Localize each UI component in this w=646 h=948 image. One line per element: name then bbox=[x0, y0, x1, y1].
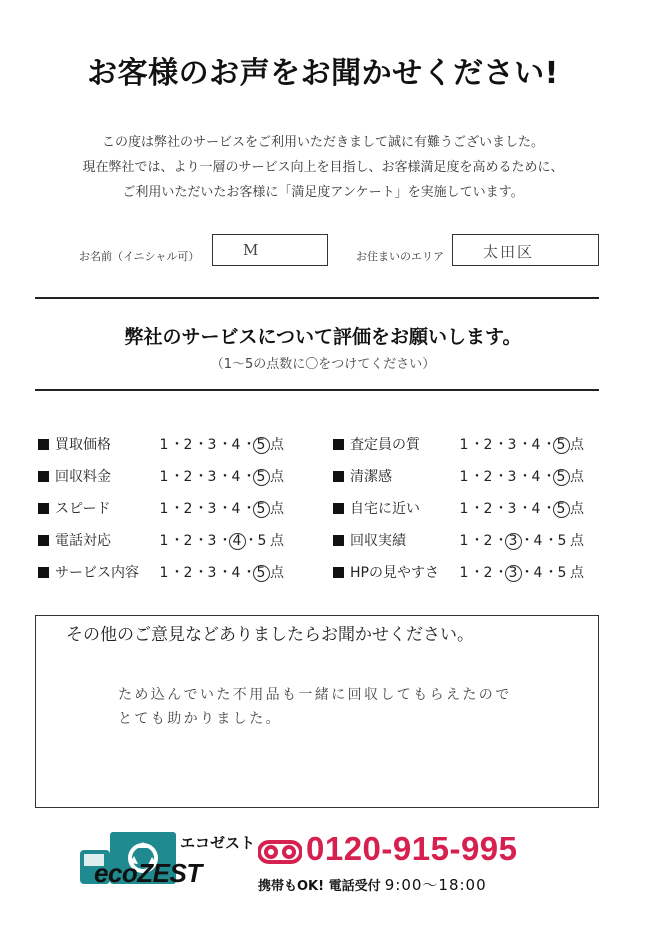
phone-number[interactable]: 0120-915-995 bbox=[306, 830, 518, 867]
name-field[interactable]: M bbox=[212, 234, 328, 266]
rating-option-5[interactable]: 5 bbox=[557, 533, 567, 549]
rating-option-2[interactable]: 2 bbox=[483, 437, 493, 453]
rating-option-2[interactable]: 2 bbox=[483, 533, 493, 549]
rating-category-label: 査定員の質 bbox=[350, 437, 420, 453]
rating-option-5[interactable]: 5 bbox=[253, 501, 270, 518]
rating-option-2[interactable]: 2 bbox=[183, 565, 193, 581]
rating-option-3[interactable]: 3 bbox=[507, 437, 517, 453]
rating-option-1[interactable]: 1 bbox=[459, 533, 469, 549]
rating-option-3[interactable]: 3 bbox=[207, 501, 217, 517]
rating-unit: 点 bbox=[570, 501, 585, 517]
rating-scale bbox=[158, 466, 284, 486]
rating-scale bbox=[458, 434, 584, 454]
rating-separator: ・ bbox=[470, 437, 485, 453]
rating-category-label: HPの見やすさ bbox=[350, 565, 439, 581]
rating-separator: ・ bbox=[218, 565, 233, 581]
rating-option-2[interactable]: 2 bbox=[183, 469, 193, 485]
rating-option-5[interactable]: 5 bbox=[253, 469, 270, 486]
rating-option-5[interactable]: 5 bbox=[557, 565, 567, 581]
rating-unit: 点 bbox=[570, 469, 585, 485]
rating-category-label: 電話対応 bbox=[55, 533, 111, 549]
intro-line-1: この度は弊社のサービスをご利用いただきまして誠に有難うございました。 bbox=[101, 135, 544, 150]
rating-separator: ・ bbox=[518, 501, 533, 517]
rating-row-right-4 bbox=[333, 530, 406, 550]
rating-option-1[interactable]: 1 bbox=[459, 501, 469, 517]
rating-category-label: 買取価格 bbox=[55, 437, 111, 453]
rating-separator: ・ bbox=[218, 469, 233, 485]
rating-scale bbox=[458, 562, 584, 582]
rating-separator: ・ bbox=[544, 565, 559, 581]
rating-option-5[interactable]: 5 bbox=[253, 437, 270, 454]
rating-separator: ・ bbox=[194, 437, 209, 453]
rating-separator: ・ bbox=[542, 501, 557, 517]
rating-scale bbox=[158, 434, 284, 454]
rating-unit: 点 bbox=[570, 437, 585, 453]
rating-separator: ・ bbox=[470, 533, 485, 549]
rating-option-1[interactable]: 1 bbox=[159, 469, 169, 485]
rating-separator: ・ bbox=[242, 565, 257, 581]
rating-category-label: 回収実績 bbox=[350, 533, 406, 549]
rating-option-5[interactable]: 5 bbox=[553, 501, 570, 518]
rating-separator: ・ bbox=[542, 469, 557, 485]
rating-option-3[interactable]: 3 bbox=[505, 565, 522, 582]
rating-separator: ・ bbox=[218, 533, 233, 549]
rating-separator: ・ bbox=[494, 565, 509, 581]
rating-unit: 点 bbox=[270, 437, 285, 453]
rating-scale bbox=[158, 530, 284, 550]
hours-prefix: 携帯もOK! 電話受付 bbox=[258, 879, 381, 894]
rating-separator: ・ bbox=[218, 501, 233, 517]
rating-option-2[interactable]: 2 bbox=[183, 437, 193, 453]
rating-option-3[interactable]: 3 bbox=[207, 565, 217, 581]
rating-category-label: サービス内容 bbox=[55, 565, 139, 581]
rating-unit: 点 bbox=[570, 565, 585, 581]
rating-unit: 点 bbox=[270, 565, 285, 581]
rating-row-right-1 bbox=[333, 434, 420, 454]
rating-separator: ・ bbox=[470, 565, 485, 581]
bullet-square-icon bbox=[38, 471, 49, 482]
rating-option-4[interactable]: 4 bbox=[231, 501, 241, 517]
rating-category-label: スピード bbox=[55, 501, 111, 517]
rating-separator: ・ bbox=[194, 501, 209, 517]
rating-option-5[interactable]: 5 bbox=[257, 533, 267, 549]
intro-line-3: ご利用いただいたお客様に「満足度アンケート」を実施しています。 bbox=[122, 185, 524, 200]
rating-separator: ・ bbox=[194, 469, 209, 485]
rating-option-3[interactable]: 3 bbox=[505, 533, 522, 550]
rating-option-4[interactable]: 4 bbox=[531, 501, 541, 517]
page-title: お客様のお声をお聞かせください! bbox=[87, 56, 559, 91]
bullet-square-icon bbox=[333, 503, 344, 514]
rating-separator: ・ bbox=[170, 437, 185, 453]
rating-option-5[interactable]: 5 bbox=[553, 437, 570, 454]
rating-unit: 点 bbox=[270, 501, 285, 517]
section-divider-top bbox=[35, 297, 599, 299]
rating-option-4[interactable]: 4 bbox=[531, 469, 541, 485]
rating-scale bbox=[158, 498, 284, 518]
rating-unit: 点 bbox=[270, 533, 285, 549]
intro-line-2: 現在弊社では、より一層のサービス向上を目指し、お客様満足度を高めるために、 bbox=[82, 160, 564, 175]
rating-scale bbox=[458, 466, 584, 486]
logo-kana: エコゼスト bbox=[180, 834, 256, 852]
rating-option-3[interactable]: 3 bbox=[507, 469, 517, 485]
rating-row-left-1 bbox=[38, 434, 111, 454]
rating-scale bbox=[458, 498, 584, 518]
rating-option-2[interactable]: 2 bbox=[483, 469, 493, 485]
rating-section-subtitle: （1〜5の点数に〇をつけてください） bbox=[210, 357, 436, 372]
rating-option-4[interactable]: 4 bbox=[533, 533, 543, 549]
rating-row-left-3 bbox=[38, 498, 110, 518]
rating-separator: ・ bbox=[494, 437, 509, 453]
area-field[interactable]: 太田区 bbox=[452, 234, 599, 266]
rating-option-2[interactable]: 2 bbox=[183, 501, 193, 517]
rating-separator: ・ bbox=[170, 501, 185, 517]
rating-scale bbox=[458, 530, 584, 550]
rating-separator: ・ bbox=[244, 533, 259, 549]
rating-option-1[interactable]: 1 bbox=[159, 437, 169, 453]
rating-option-3[interactable]: 3 bbox=[207, 533, 217, 549]
phone-hours bbox=[258, 874, 487, 895]
rating-section-title: 弊社のサービスについて評価をお願いします。 bbox=[124, 326, 522, 348]
logo-wordmark: ecoZEST bbox=[94, 858, 202, 888]
comment-heading: その他のご意見などありましたらお聞かせください。 bbox=[66, 625, 474, 645]
rating-separator: ・ bbox=[494, 469, 509, 485]
rating-option-3[interactable]: 3 bbox=[207, 469, 217, 485]
rating-option-4[interactable]: 4 bbox=[531, 437, 541, 453]
bullet-square-icon bbox=[333, 471, 344, 482]
rating-option-1[interactable]: 1 bbox=[159, 533, 169, 549]
rating-separator: ・ bbox=[518, 469, 533, 485]
rating-row-left-5 bbox=[38, 562, 139, 582]
rating-option-1[interactable]: 1 bbox=[459, 565, 469, 581]
rating-category-label: 自宅に近い bbox=[350, 501, 420, 517]
rating-option-5[interactable]: 5 bbox=[553, 469, 570, 486]
rating-option-4[interactable]: 4 bbox=[231, 469, 241, 485]
rating-separator: ・ bbox=[170, 565, 185, 581]
rating-separator: ・ bbox=[470, 501, 485, 517]
area-label: お住まいのエリア bbox=[356, 250, 444, 263]
rating-separator: ・ bbox=[520, 533, 535, 549]
bullet-square-icon bbox=[333, 439, 344, 450]
bullet-square-icon bbox=[38, 567, 49, 578]
rating-separator: ・ bbox=[494, 501, 509, 517]
rating-option-4[interactable]: 4 bbox=[533, 565, 543, 581]
rating-separator: ・ bbox=[518, 437, 533, 453]
rating-separator: ・ bbox=[218, 437, 233, 453]
rating-separator: ・ bbox=[194, 565, 209, 581]
comment-line-2: とても助かりました。 bbox=[118, 711, 282, 727]
rating-separator: ・ bbox=[470, 469, 485, 485]
rating-row-left-2 bbox=[38, 466, 111, 486]
free-dial-icon bbox=[258, 839, 302, 865]
comment-line-1: ため込んでいた不用品も一緒に回収してもらえたので bbox=[118, 687, 512, 703]
rating-separator: ・ bbox=[242, 469, 257, 485]
rating-option-4[interactable]: 4 bbox=[231, 565, 241, 581]
rating-unit: 点 bbox=[270, 469, 285, 485]
rating-option-3[interactable]: 3 bbox=[207, 437, 217, 453]
rating-separator: ・ bbox=[520, 565, 535, 581]
rating-option-4[interactable]: 4 bbox=[229, 533, 246, 550]
rating-separator: ・ bbox=[242, 437, 257, 453]
rating-category-label: 回収料金 bbox=[55, 469, 111, 485]
rating-option-1[interactable]: 1 bbox=[459, 469, 469, 485]
rating-scale bbox=[158, 562, 284, 582]
rating-option-4[interactable]: 4 bbox=[231, 437, 241, 453]
bullet-square-icon bbox=[38, 503, 49, 514]
hours-value: 9:00〜18:00 bbox=[384, 876, 487, 894]
rating-separator: ・ bbox=[194, 533, 209, 549]
rating-row-right-5 bbox=[333, 562, 439, 582]
rating-option-2[interactable]: 2 bbox=[483, 501, 493, 517]
rating-option-1[interactable]: 1 bbox=[159, 501, 169, 517]
rating-category-label: 清潔感 bbox=[350, 469, 392, 485]
rating-separator: ・ bbox=[544, 533, 559, 549]
rating-option-1[interactable]: 1 bbox=[459, 437, 469, 453]
bullet-square-icon bbox=[333, 567, 344, 578]
rating-separator: ・ bbox=[170, 469, 185, 485]
bullet-square-icon bbox=[38, 439, 49, 450]
section-divider-bottom bbox=[35, 389, 599, 391]
rating-separator: ・ bbox=[242, 501, 257, 517]
rating-separator: ・ bbox=[542, 437, 557, 453]
rating-option-1[interactable]: 1 bbox=[159, 565, 169, 581]
rating-separator: ・ bbox=[494, 533, 509, 549]
rating-option-2[interactable]: 2 bbox=[483, 565, 493, 581]
rating-unit: 点 bbox=[570, 533, 585, 549]
bullet-square-icon bbox=[333, 535, 344, 546]
name-label: お名前（イニシャル可） bbox=[79, 250, 200, 263]
rating-option-3[interactable]: 3 bbox=[507, 501, 517, 517]
rating-option-2[interactable]: 2 bbox=[183, 533, 193, 549]
rating-row-left-4 bbox=[38, 530, 111, 550]
rating-row-right-2 bbox=[333, 466, 392, 486]
rating-separator: ・ bbox=[170, 533, 185, 549]
bullet-square-icon bbox=[38, 535, 49, 546]
rating-option-5[interactable]: 5 bbox=[253, 565, 270, 582]
rating-row-right-3 bbox=[333, 498, 420, 518]
